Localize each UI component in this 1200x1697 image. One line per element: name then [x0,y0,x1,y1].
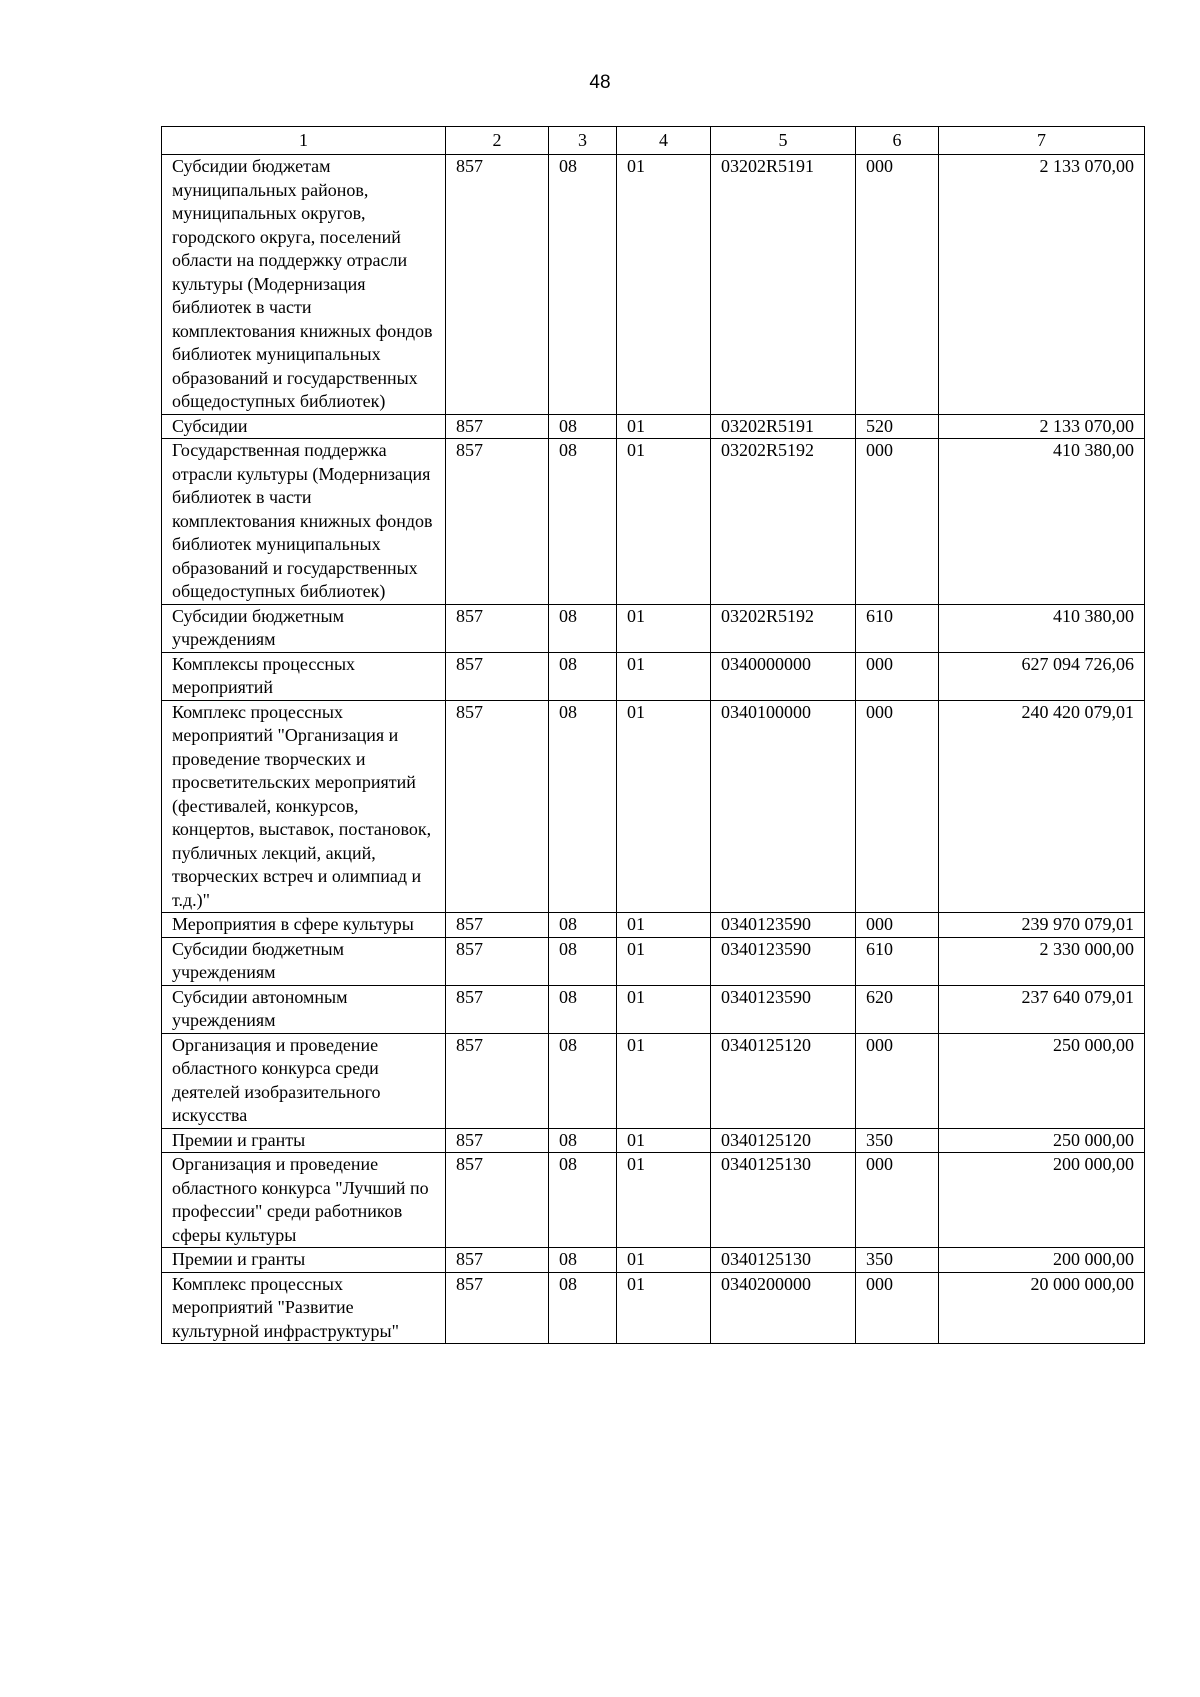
header-cell-7: 7 [939,127,1145,155]
expense-type-code: 000 [856,913,939,938]
table-row [162,1033,1145,1128]
subsection-code: 01 [617,1033,711,1128]
table-row [162,1272,1145,1344]
subsection-code: 01 [617,1128,711,1153]
header-cell-1: 1 [162,127,446,155]
target-article-code: 0340125130 [711,1248,856,1273]
amount: 237 640 079,01 [939,985,1145,1033]
target-article-code: 0340125130 [711,1153,856,1248]
section-code: 08 [549,439,617,605]
amount: 627 094 726,06 [939,652,1145,700]
section-code: 08 [549,1128,617,1153]
item-name: Комплекс процессных мероприятий "Развитие культурной инфраструктуры" [162,1272,446,1344]
amount: 20 000 000,00 [939,1272,1145,1344]
subsection-code: 01 [617,1272,711,1344]
table-row [162,1128,1145,1153]
amount: 250 000,00 [939,1128,1145,1153]
expense-type-code: 000 [856,1033,939,1128]
target-article-code: 03202R5191 [711,155,856,415]
expense-type-code: 000 [856,1272,939,1344]
amount: 250 000,00 [939,1033,1145,1128]
table-row [162,700,1145,913]
item-name: Комплекс процессных мероприятий "Организация и проведение творческих и просветительских мероприятий (фестивалей, конкурсов, концертов, выставок, постановок, публичных лекций, акций, творческих встреч и олимпиад и т.д.)" [162,700,446,913]
ministry-code: 857 [446,1248,549,1273]
subsection-code: 01 [617,700,711,913]
section-code: 08 [549,414,617,439]
item-name: Государственная поддержка отрасли культуры (Модернизация библиотек в части комплектования книжных фондов библиотек муниципальных образований и государственных общедоступных библиотек) [162,439,446,605]
table-row [162,937,1145,985]
ministry-code: 857 [446,913,549,938]
table-row [162,1248,1145,1273]
target-article-code: 0340123590 [711,913,856,938]
ministry-code: 857 [446,1128,549,1153]
item-name: Премии и гранты [162,1128,446,1153]
table-row [162,652,1145,700]
section-code: 08 [549,652,617,700]
ministry-code: 857 [446,985,549,1033]
item-name: Субсидии автономным учреждениям [162,985,446,1033]
section-code: 08 [549,1272,617,1344]
header-cell-6: 6 [856,127,939,155]
section-code: 08 [549,937,617,985]
amount: 410 380,00 [939,604,1145,652]
header-row [162,127,1145,155]
target-article-code: 0340123590 [711,985,856,1033]
section-code: 08 [549,1153,617,1248]
amount: 240 420 079,01 [939,700,1145,913]
table-row [162,439,1145,605]
target-article-code: 0340200000 [711,1272,856,1344]
header-cell-5: 5 [711,127,856,155]
section-code: 08 [549,913,617,938]
subsection-code: 01 [617,1248,711,1273]
expense-type-code: 000 [856,1153,939,1248]
expense-type-code: 350 [856,1128,939,1153]
subsection-code: 01 [617,604,711,652]
amount: 410 380,00 [939,439,1145,605]
amount: 2 133 070,00 [939,155,1145,415]
item-name: Субсидии [162,414,446,439]
section-code: 08 [549,1248,617,1273]
target-article-code: 03202R5191 [711,414,856,439]
ministry-code: 857 [446,652,549,700]
table-row [162,155,1145,415]
section-code: 08 [549,985,617,1033]
expense-type-code: 350 [856,1248,939,1273]
section-code: 08 [549,1033,617,1128]
amount: 200 000,00 [939,1153,1145,1248]
expense-type-code: 610 [856,604,939,652]
table-row [162,913,1145,938]
section-code: 08 [549,700,617,913]
target-article-code: 03202R5192 [711,604,856,652]
item-name: Субсидии бюджетам муниципальных районов, муниципальных округов, городского округа, поселений области на поддержку отрасли культуры (Модернизация библиотек в части комплектования книжных фондов библиотек муниципальных образований и государственных общедоступных библиотек) [162,155,446,415]
target-article-code: 0340125120 [711,1033,856,1128]
target-article-code: 03202R5192 [711,439,856,605]
target-article-code: 0340123590 [711,937,856,985]
expense-type-code: 000 [856,700,939,913]
item-name: Организация и проведение областного конкурса среди деятелей изобразительного искусства [162,1033,446,1128]
table-row [162,985,1145,1033]
subsection-code: 01 [617,985,711,1033]
expense-type-code: 000 [856,439,939,605]
expense-type-code: 000 [856,652,939,700]
ministry-code: 857 [446,604,549,652]
section-code: 08 [549,604,617,652]
budget-table [161,126,1145,1344]
header-cell-4: 4 [617,127,711,155]
expense-type-code: 520 [856,414,939,439]
expense-type-code: 610 [856,937,939,985]
ministry-code: 857 [446,155,549,415]
target-article-code: 0340000000 [711,652,856,700]
item-name: Субсидии бюджетным учреждениям [162,937,446,985]
subsection-code: 01 [617,937,711,985]
ministry-code: 857 [446,414,549,439]
header-cell-3: 3 [549,127,617,155]
ministry-code: 857 [446,439,549,605]
ministry-code: 857 [446,1272,549,1344]
item-name: Субсидии бюджетным учреждениям [162,604,446,652]
table-row [162,414,1145,439]
page-number: 48 [589,72,611,93]
subsection-code: 01 [617,439,711,605]
amount: 239 970 079,01 [939,913,1145,938]
subsection-code: 01 [617,913,711,938]
item-name: Премии и гранты [162,1248,446,1273]
item-name: Организация и проведение областного конкурса "Лучший по профессии" среди работников сферы культуры [162,1153,446,1248]
expense-type-code: 620 [856,985,939,1033]
amount: 2 330 000,00 [939,937,1145,985]
ministry-code: 857 [446,700,549,913]
target-article-code: 0340125120 [711,1128,856,1153]
subsection-code: 01 [617,155,711,415]
header-cell-2: 2 [446,127,549,155]
subsection-code: 01 [617,414,711,439]
table-row [162,604,1145,652]
ministry-code: 857 [446,1153,549,1248]
amount: 200 000,00 [939,1248,1145,1273]
item-name: Мероприятия в сфере культуры [162,913,446,938]
section-code: 08 [549,155,617,415]
ministry-code: 857 [446,937,549,985]
amount: 2 133 070,00 [939,414,1145,439]
target-article-code: 0340100000 [711,700,856,913]
table-row [162,1153,1145,1248]
subsection-code: 01 [617,1153,711,1248]
ministry-code: 857 [446,1033,549,1128]
item-name: Комплексы процессных мероприятий [162,652,446,700]
subsection-code: 01 [617,652,711,700]
expense-type-code: 000 [856,155,939,415]
